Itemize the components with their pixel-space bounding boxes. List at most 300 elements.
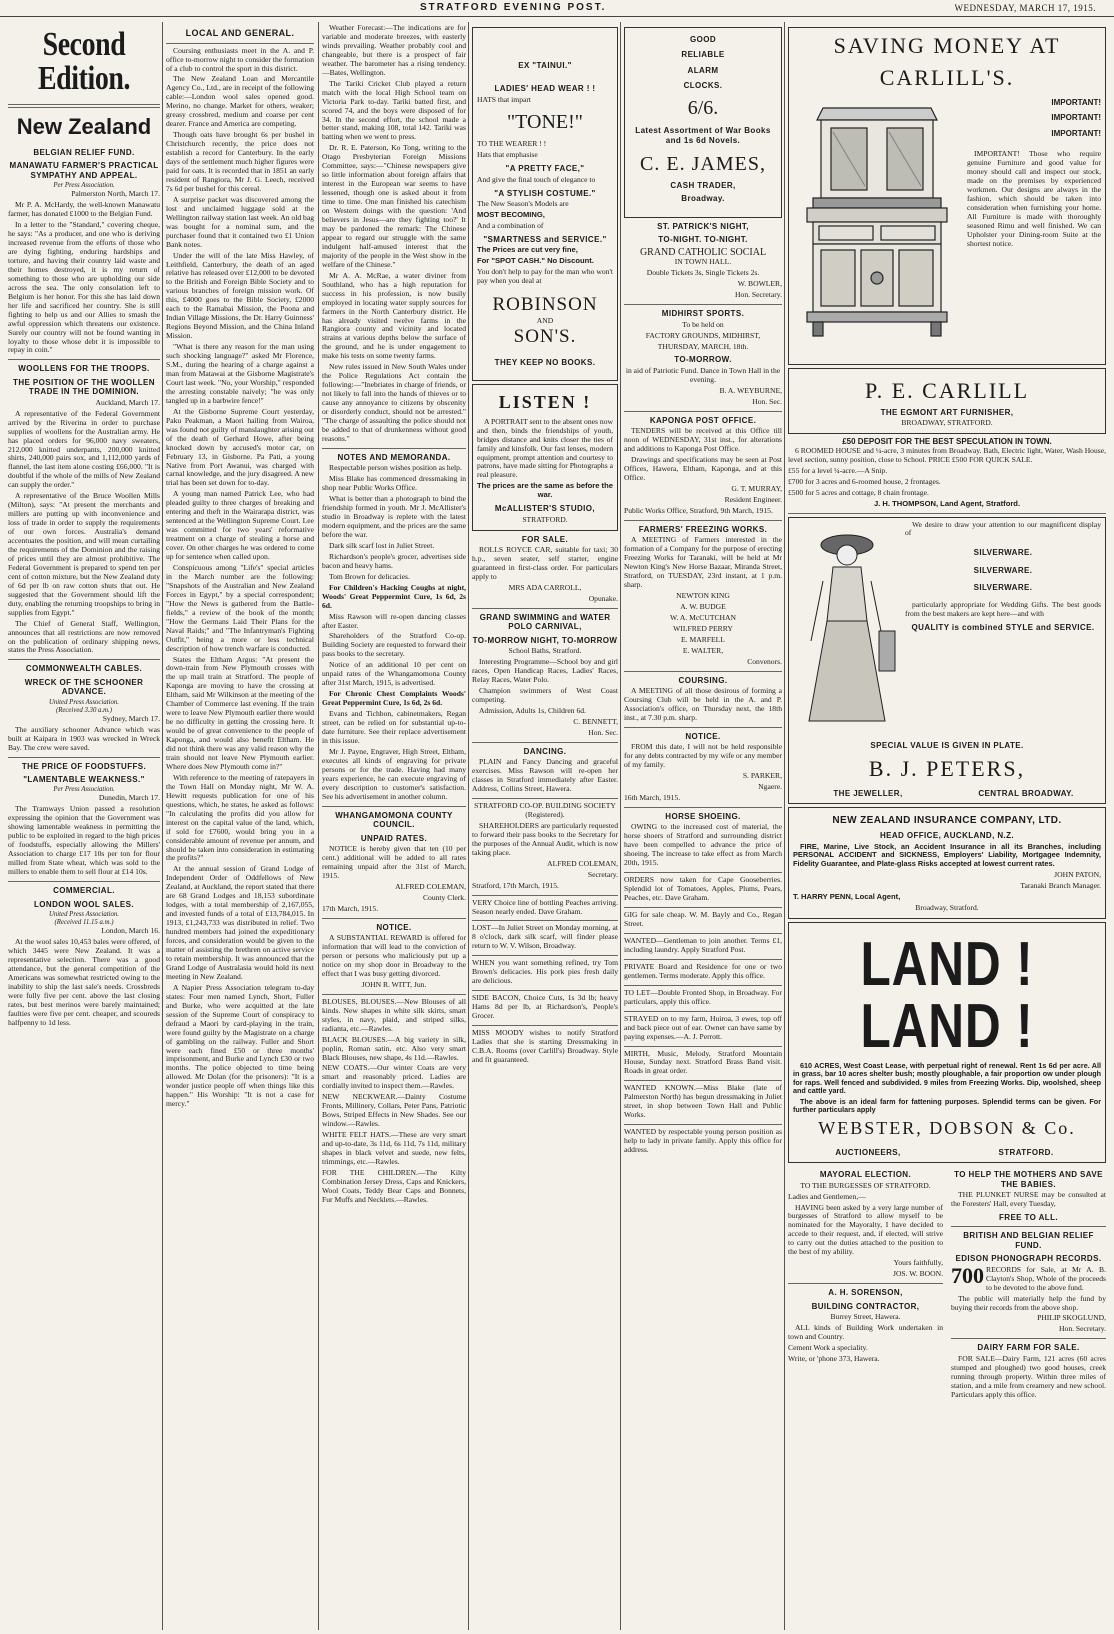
ad-line: JOHN PATON, [1054,869,1101,879]
article-paragraph: In a letter to the "Standard," covering cheque, he says: "As a producer, and one who is deriving increased revenue from the efforts of those who are dying fighting, enduring hardships and torture, and having their country laid waste and their homes destroyed, it is my return of something to those who are upholding our side across the sea. The only consolation left to Belgium is her honor. For this she has laid down her life and sacrificed her country. She is still fighting to help us and our Allies to smash the awful oppression which threatens our existence. Surely our country will not be found wanting in loyalty to those whose debt it is impossible to repay in coin." [8,220,160,355]
carlill-name-ad [788,368,1106,434]
article-paragraph: At the annual session of Grand Lodge of Independent Order of Oddfellows of New Zealand, at Auckland, the report stated that there are 68 Grand Lodges and 18,153 subordinate lodges, with a total membership of 2,167,055, and invested funds of a total of £13,784,015. In 1913, £1,243,733 was distributed in relief. Two hundred members had joined the expeditionary forces, and consideration would be given to the matter of assisting the brethren on active service to retain membership. It was announced that the Grand Lodge of Australasia would hold its next meeting in New Zealand. [166,864,314,981]
bottom-left-ads [788,1166,943,1401]
classified-ad: WANTED—Gentleman to join another. Terms £1, including laundry. Apply Stratford Post. [624,935,782,954]
ad-line: T. HARRY PENN, Local Agent, [793,891,901,901]
ad-line: PHILIP SKOGLUND, [1037,1313,1106,1323]
headline-wreck: WRECK OF THE SCHOONER ADVANCE. [24,677,144,697]
land-ad [788,922,1106,1164]
ad-line: E. WALTER, [682,645,724,655]
ad-line: IN TOWN HALL. [674,257,732,267]
divider [8,881,160,882]
price: 6/6. [687,96,719,119]
ad-line: To be held on [682,319,724,329]
ad-line: Taranaki Branch Manager. [1020,880,1101,890]
article-paragraph: Mr A. A. McRae, a water diviner from Southland, who has a high reputation for success in his profession, is now busily employed in locating water supply sources for farmers in the North Canterbury district. He has already visited twelve farms in the Rangiora county and vicinity and located strains at various depths below the surface of the ground, and he is under engagement to make his tests on some twenty farms. [322,270,466,361]
ad-line: Hon. Secretary. [1059,1324,1106,1334]
ad-line: Double Tickets 3s, Single Tickets 2s. [646,268,760,278]
records-count: 700 [951,1265,984,1288]
article-paragraph: Coursing enthusiasts meet in the A. and P. office to-morrow night to consider the formation of a club to control the sport in this district. [166,45,314,73]
classified-ad: PRIVATE Board and Residence for one or two gentlemen. Terms moderate. Apply this office. [624,961,782,980]
ad-line: Cement Work a speciality. [788,1342,868,1352]
ad-text: SHAREHOLDERS are particularly requested to forward their pass books to the Secretary for the purposes of the Annual Audit, which is now taking place. [472,820,618,857]
memo-item: For Chronic Chest Complaints Woods' Great Peppermint Cure, 1s 6d, 2s 6d. [322,689,466,708]
ad-line: SILVERWARE. [973,565,1033,575]
divider [624,1124,782,1125]
ad-line: BROADWAY, STRATFORD. [901,418,993,428]
ad-text: particularly appropriate for Wedding Gifts. The best goods from the best makers are kept here—and with [905,599,1101,618]
ad-text: A MEETING of Farmers interested in the formation of a Company for the purpose of erecting Freezing Works for Taranaki, will be held at Mr Newton King's New Horse Bazaar, Miranda Street, Stratford, on TUESDAY, 23rd instant, at 1 p.m. sharp. [624,535,782,589]
divider [322,806,466,807]
mcallister-ad [472,384,618,530]
memo-item: Mr J. Payne, Engraver, High Street, Eltham, executes all kinds of engraving for private persons or for the trade. Having had many years experience, he can execute engraving of every description to customer's satisfaction. See his advertisement in another column. [322,746,466,801]
carlill-ad [788,27,1106,365]
ad-text: We desire to draw your attention to our magnificent display of [905,519,1101,538]
article-paragraph: A representative of the Federal Government arrived by the Riverina in order to purchase supplies of woollens for the Australian army. He has placed orders for 96,000 navy sweaters, 212,000 knitted underpants, 200,000 knitted shirts, 240,000 pairs sox, and 1,112,000 yards of flannel, the last item alone costing £66,000. "It is doubtful if the whole of the mills of New Zealand can supply the order." [8,408,160,490]
ad-line: W. BOWLER, [737,279,782,289]
headline-manawatu: MANAWATU FARMER'S PRACTICAL SYMPATHY AND APPEAL. [9,161,159,180]
ad-line: RELIABLE [681,50,725,60]
divider [624,304,782,305]
ad-line: CASH TRADER, [670,180,736,190]
insurance-company: NEW ZEALAND INSURANCE COMPANY, LTD. [832,815,1062,827]
ad-line: For "SPOT CASH." No Discount. [477,256,594,266]
ad-text: FROM this date, I will not be held responsible for any debts contracted by my wife or any member of my family. [624,742,782,770]
peters-footer [793,785,1101,800]
byline: United Press Association. [48,698,120,706]
byline: United Press Association. [48,910,120,918]
ad-line: AND [536,315,554,325]
ad-line: GOOD [689,35,717,44]
divider [472,955,618,956]
ad-line: Ngaere. [758,782,782,792]
studio-name: McALLISTER'S STUDIO, [494,504,596,514]
divider [624,727,782,728]
memo-item: Richardson's people's grocer, advertises side bacon and heavy hams. [322,551,466,570]
divider [788,1283,943,1284]
classified-ad: WANTED by respectable young person position as help to lady in private family. Apply this office for address. [624,1127,782,1155]
divider [472,990,618,991]
column-rule [784,22,785,1630]
ad-sons: SON'S. [513,325,577,347]
ad-line: £500 for 5 acres and cottage, 8 chain frontage. [788,487,929,497]
ad-line: TO THE WEARER ! ! [477,139,547,149]
ad-line: G. T. MURRAY, [731,483,782,493]
dairy-heading: DAIRY FARM FOR SALE. [977,1343,1080,1353]
records-ad [951,1266,1106,1295]
ad-line: Secretary. [587,869,618,879]
ad-line: Broadway. [681,194,725,204]
ad-line: £55 for a level ¼-acre.—A Snip. [788,465,888,475]
ad-text: ALL kinds of Building Work undertaken in town and Country. [788,1322,943,1341]
notice-heading: NOTICE. [376,922,412,932]
ad-line: "A PRETTY FACE," [505,164,585,174]
notice-date: 17th March, 1915. [322,903,379,913]
ad-text: Drawings and specifications may be seen at Post Offices, Hawera, Eltham, Kaponga, and at this Office. [624,455,782,482]
divider [624,907,782,908]
ad-line: E. MARFELL [681,634,725,644]
ad-line: You don't help to pay for the man who won't pay when you deal at [477,267,613,286]
column-2 [166,24,314,1630]
ad-line: CLOCKS. [683,81,723,91]
byline: Per Press Association. [53,786,115,794]
ad-line: QUALITY is combined STYLE and SERVICE. [911,622,1095,632]
ad-line: £700 for 3 acres and 6-roomed house, 2 frontages. [788,476,941,486]
ad-line: Broadway, Stratford. [915,902,979,912]
headline-woollens: WOOLLENS FOR THE TROOPS. [18,364,150,374]
ad-text: PLAIN and Fancy Dancing and graceful exercises. Miss Rawson will re-open her classes in Stratford immediately after Easter. Address, Collins Street, Hawera. [472,757,618,794]
auctioneer-footer [793,1144,1101,1159]
dateline: Palmerston North, March 17. [71,189,160,199]
divider [624,1046,782,1047]
classified-ad: NEW COATS.—Our winter Coats are very smart and reasonably priced. Ladies are cordially invited to inspect them.—Rawles. [322,1063,466,1091]
classified-ad: STRAYED on to my farm, Huiroa, 3 ewes, top off and back piece out of ear. Owner can have same by paying expenses.—A. J. Perrott. [624,1013,782,1041]
trader-name: C. E. JAMES, [640,153,766,176]
ad-line: NEWTON KING [676,590,730,600]
column-rule [162,22,163,1630]
divider [166,43,314,44]
notice-text: NOTICE is hereby given that ten (10 per cent.) additional will be added to all rates remaining unpaid after the 31st of March, 1915. [322,843,466,880]
ad-line: Hon. Secretary. [735,290,782,300]
ad-line: School Baths, Stratford. [508,646,582,656]
ad-line: "A STYLISH COSTUME." [494,188,596,198]
listen-heading: LISTEN ! [498,392,592,413]
ad-line: ST. PATRICK'S NIGHT, [657,221,749,231]
issue-date: WEDNESDAY, MARCH 17, 1915. [954,3,1096,13]
divider [472,920,618,921]
horse-shoeing-heading: HORSE SHOEING. [665,811,741,821]
ad-line: Hon. Sec. [752,396,782,406]
divider [472,895,618,896]
divider [472,742,618,743]
ad-line: W. A. McCUTCHAN [670,612,736,622]
classified-ad: NEW NECKWEAR.—Dainty Costume Fronts, Millinery, Collars, Peter Pans, Patriotic Bows, Striped Effects in New Shades. See our window.—Rawles. [322,1092,466,1129]
freezing-heading: FARMERS' FREEZING WORKS. [638,524,768,534]
byline: Per Press Association. [53,182,115,190]
ad-line: BRITISH AND BELGIAN RELIEF FUND. [963,1231,1094,1250]
classified-ad: ORDERS now taken for Cape Gooseberries. Splendid lot of Tomatoes, Apples, Plums, Pears, Peaches, etc. Dave Graham. [624,875,782,903]
deposit-heading: £50 DEPOSIT FOR THE BEST SPECULATION IN TOWN. [842,437,1052,447]
ad-line: Hon. Sec. [588,727,618,737]
classified-ad: SIDE BACON, Choice Cuts, 1s 3d lb; heavy Hams 8d per lb, at Richardson's, People's Grocer. [472,993,618,1021]
important-label: IMPORTANT! [1051,97,1101,107]
ad-line: B. A. WEYBURNE, [719,385,782,395]
divider [624,1011,782,1012]
ad-line: JOS. W. BOON. [892,1269,943,1279]
article-paragraph: New rules issued in New South Wales under the Police Regulations Act contain the following:—"Inebriates in charge of friends, or not likely to fall into the hands of thieves or to cause any annoyance to citizens by obscenity or disorderly conduct, should not be arrested." "The charge of assaulting the police should not be added to that of drunkenness without good reasons." [322,362,466,443]
classified-ad: MISS MOODY wishes to notify Stratford Ladies that she is starting Dressmaking in C.B.A. Rooms (over Carlill's) Broadway. Style and fit guaranteed. [472,1028,618,1064]
ad-line: THURSDAY, MARCH, 18th. [657,341,749,351]
classified-ad: WANTED KNOWN.—Miss Blake (late of Palmerston North) has begun dressmaking in Juliet street, in shop between Town Hall and Public Works. [624,1083,782,1120]
classified-ad: VERY Choice line of bottling Peaches arriving. Season nearly ended. Dave Graham. [472,897,618,916]
divider [8,757,160,758]
ad-line: Burrey Street, Hawera. [830,1312,901,1321]
social-heading: GRAND CATHOLIC SOCIAL [639,246,767,258]
double-rule [8,104,160,108]
important-label: IMPORTANT! [1051,128,1101,138]
reward-notice: A SUBSTANTIAL REWARD is offered for information that will lead to the conviction of person or persons who maliciously put up a notice on my shop door in Broadway to the effect that I was busy getting divorced. [322,933,466,978]
divider [624,807,782,808]
plunket-heading: TO HELP THE MOTHERS AND SAVE THE BABIES. [954,1170,1103,1189]
article-paragraph: A representative of the Bruce Woollen Mills (Milton), says: "At present the merchants and millers are putting up with inconvenience and loss of trade in order to supply the requirements of our own forces. Australia's demand accentuates the position, and will mean curtailing the requirements of the Dominion and the raising of prices until they are almost prohibitive. The Federal Government is prepared to spend ten per cent of cotton mixture, but the New Zealand duty of 6d per lb on raw cotton shuts that out. He suggested that the Government should lift the duty, enabling the returning troopships to bring in supplies from Egypt." [8,491,160,617]
divider [472,798,618,799]
robinson-ad [472,27,618,381]
classified-ad: MIRTH, Music, Melody, Stratford Mountain House, Sunday next. Stratford Brass Band visit. Roads in great order. [624,1048,782,1076]
article-paragraph: A surprise packet was discovered among the lost and unclaimed luggage sold at the Wellington railway station last week. An old bag was bought for a nominal sum, and the purchaser found that it contained two £1 Union Bank notes. [166,194,314,249]
ad-line: STRATFORD. [522,514,568,524]
ad-text: Interesting Programme—School boy and girl races, Open Handicap Races, Ladies' Races, Relay Races, Water Polo. [472,657,618,684]
ad-text: THE PLUNKET NURSE may be consulted at the Foresters' Hall, every Tuesday, [951,1190,1106,1208]
ad-line: Public Works Office, Stratford, 9th March, 1915. [624,505,773,515]
ad-line: TO-NIGHT. TO-NIGHT. [658,235,748,245]
memo-item: Tom Brown for delicacies. [329,571,410,581]
dateline: Sydney, March 17. [102,713,160,723]
ad-line: A. W. BUDGE [680,601,726,611]
ad-line: Ladies and Gentlemen,— [788,1191,866,1201]
land-heading: LAND ! LAND ! [860,929,1034,1061]
mayoral-heading: MAYORAL ELECTION. [819,1170,912,1180]
divider [624,411,782,412]
ad-line: ALFRED COLEMAN, [547,858,618,868]
article-paragraph: "What is there any reason for the man using such shocking language?" asked Mr Florence, S.M., during the hearing of a charge against a man from Matawai at the Gisborne Magistrate's Court last week. "No, your Worship," responded the arresting constable naively; "he was only tangled up in a barbwire fence!" [166,342,314,405]
divider [951,1338,1106,1339]
important-label: IMPORTANT! [1051,113,1101,123]
ad-title: CARLILL'S. [879,65,1015,91]
classified-ad: BLOUSES, BLOUSES.—New Blouses of all kinds. New shapes in white silk skirts, smart styles, in navy, plaid, and striped silks, radianta, etc.—Rawles. [322,996,466,1033]
ad-line: AUCTIONEERS, [835,1147,901,1157]
received-time: (Received 11.15 a.m.) [54,918,114,926]
ad-line: 16th March, 1915. [624,793,681,803]
peters-ad [788,517,1106,805]
memo-item: For Children's Hacking Coughs at night, Woods' Great Peppermint Cure, 1s 6d, 2s 6d. [322,582,466,610]
ad-text: A PORTRAIT sent to the absent ones now and then, binds the friendships of youth, bridges distance and knits closer the ties of family and kinsfolk. Our fast lenses, modern equipment, prompt attention and courtesy to patrons, have made sitting for Photographs a real pleasure. [477,416,613,480]
classified-ad: GIG for sale cheap. W. M. Bayly and Co., Regan Street. [624,910,782,928]
column-4 [472,24,618,1630]
ad-line: TO THE BURGESSES OF STRATFORD. [800,1180,931,1190]
ad-line: "TONE!" [507,110,583,133]
article-paragraph: With reference to the meeting of ratepayers in the Town Hall on Monday night, Mr W. A. Hewitt requests publication for one of his questions, which, he states, he asked as follows: "In calculating the profits did you allow for interest on the capital value of the land, which, if sold for £7600, would bring you in a considerable amount of revenue per annum, and should be taken into consideration in estimating the profits?" [166,772,314,863]
ad-robinson: ROBINSON [492,294,598,316]
column-rule [620,22,621,1630]
divider [322,448,466,449]
ad-line: in aid of Patriotic Fund. Dance in Town Hall in the evening. [625,365,781,384]
dateline: Dunedin, March 17. [98,793,160,803]
headline-price: THE PRICE OF FOODSTUFFS. [21,761,147,771]
lady-illustration [793,521,899,731]
column-5 [624,24,782,1630]
ad-line: MOST BECOMING, [477,210,545,220]
jeweller-name: B. J. PETERS, [868,755,1026,781]
ad-line: Opunake. [588,593,618,603]
dateline: London, March 16. [101,925,160,935]
article-paragraph: The New Zealand Loan and Mercantile Agency Co., Ltd., are in receipt of the following cable:—London wool sales opened good. Merino, no change. Market for others, weaker; greasy crossbred, medium and coarse per cent dearer. France and America are competing. [166,74,314,129]
article-paragraph: The Chief of General Staff, Wellington, announces that all restrictions are now removed on the publication of ordinary shipping news, states the Press Association. [8,618,160,655]
ad-line: Latest Assortment of War Books and 1s 6d Novels. [635,126,771,145]
memo-item: What is better than a photograph to bind the friendship formed in youth. Mr J. McAllister's studio in Broadway is replete with the latest modern equipment, and the prices are the same before the war. [322,494,466,539]
masthead [0,0,1114,17]
ad-line: THE JEWELLER, [833,788,903,798]
headline-lamentable: "LAMENTABLE WEAKNESS." [23,775,145,785]
ad-line: Stratford, 17th March, 1915. [472,880,559,890]
ad-line: SPECIAL VALUE IS GIVEN IN PLATE. [870,740,1024,750]
signature-title: County Clerk. [422,892,466,902]
ad-line: EDISON PHONOGRAPH RECORDS. [955,1254,1102,1264]
insurance-ad [788,807,1106,918]
ad-text: IMPORTANT! Those who require genuine Furniture and good value for money should call and inspect our stock, made on the premises by experienced workmen. Our designs are always in the fashion, which should be taken into consideration when furnishing your home. All Furniture is made with thoroughly seasoned Rimu and well finished. We can Upholster your Dining-room Suite at the shortest notice. [967,149,1101,248]
ad-line: SILVERWARE. [973,583,1033,593]
ad-line: The Prices are cut very fine, [477,245,578,255]
for-sale-heading: FOR SALE. [521,534,569,544]
article-paragraph: The Tramways Union passed a resolution expressing the opinion that the Government was showing lamentable weakness in permitting the public to be exploited in regard to the high prices of foodstuffs, especially allowing the Millers' Association to charge £17 10s per ton for flour milled from State wheat, which was sold to the millers to enable them to sell flour at £14 10s. [8,804,160,877]
dancing-heading: DANCING. [523,746,567,756]
article-paragraph: Under the will of the late Miss Hawley, of Leithfield, Canterbury, the death of an aged relative has released over £12,000 to be devoted to the British and Foreign Bible Society and to various branches of foreign mission work. Of this, £4000 goes to the Bible Society, £2000 each to the Ramabai Mission, the Poona and Indian Village Missions, the Dr. Harry Guinness' Regions Beyond Mission, and the China Inland Mission. [166,250,314,341]
divider [624,933,782,934]
headline-wool-sales: LONDON WOOL SALES. [34,899,134,909]
ad-line: LADIES' HEAD WEAR ! ! [494,84,596,94]
ad-line: TO-MORROW NIGHT, TO-MORROW [472,635,618,645]
ad-text: OWING to the increased cost of material, the horse shoers of Stratford and surrounding district have been compelled to advance the price of shoeing. The increase to take effect as from March 20th, 1915. [624,822,782,868]
ad-line: STRATFORD. [998,1147,1054,1157]
ad-line: ALARM [687,65,719,75]
article-paragraph: A young man named Patrick Lee, who had pleaded guilty to three charges of breaking and entering and theft in the Wairarapa district, was sentenced at the Wellington Supreme Court. Lee was committed for two years' reformative treatment on a charge of stealing a horse and cover. On other charges he was ordered to come up for sentence when called upon. [166,489,314,562]
ad-title: SAVING MONEY AT [833,33,1061,58]
memo-item: Miss Blake has commenced dressmaking in shop near Public Works Office. [322,474,466,493]
sideboard-illustration [793,100,961,340]
ad-line: THEY KEEP NO BOOKS. [494,358,596,368]
whangamomona-heading: WHANGAMOMONA COUNTY COUNCIL. [335,810,453,830]
notice-heading: NOTICE. [685,731,721,741]
ad-line: Hats that emphasise [477,150,538,160]
divider [472,1025,618,1026]
ad-line: STRATFORD CO-OP. BUILDING SOCIETY (Registered). [474,800,616,819]
newspaper-title: STRATFORD EVENING POST. [420,2,607,13]
column-1 [8,24,160,1630]
ad-line: HATS that impart [477,94,531,104]
classified-ad: BLACK BLOUSES.—A big variety in silk, poplin, Roman satin, etc. Also very smart Black Blouses, new shape, 4s 11d.—Rawles. [322,1034,466,1062]
ad-line: WILFRED PERRY [673,623,733,633]
ad-line: SILVERWARE. [973,548,1033,558]
ad-line: FREE TO ALL. [998,1212,1059,1222]
ad-text: FIRE, Marine, Live Stock, an Accident Insurance in all its Branches, including PERSONAL ACCIDENT and SICKNESS, Employers' Liability, Mortgagee Indemnity, Fidelity Guarantee, and Plate-glass Risks accepted at lowest current rates. [793,841,1101,869]
ad-line: TO-MORROW. [674,355,732,365]
received-time: (Received 3.30 a.m.) [55,706,113,714]
article-paragraph: The auxiliary schooner Advance which was built at Kaipara in 1903 was wrecked in Wreck Bay. The crew were saved. [8,724,160,752]
unpaid-rates-heading: UNPAID RATES. [360,833,428,843]
ad-text: FOR SALE—Dairy Farm, 121 acres (60 acres stumped and ploughed) two good houses, creek running through property. Within three miles of station, and a mile from creamery and new school. Particulars apply this office. [951,1353,1106,1399]
ad-line: The New Season's Models are [477,199,569,209]
article-paragraph: At the wool sales 10,453 bales were offered, of which 3445 were New Zealand. It was a representative selection. There was a good attendance, but the general competition of the Americans was somewhat restricted owing to the inability to ship the last sale's needs. Crossbreds were fully five per cent. above the last closing rates, but best merinos were barely maintained; faulties were five per cent. cheaper, and scoureds halfpenny to 1d less. [8,936,160,1027]
second-edition-heading: Second Edition. [37,26,131,97]
classified-ad: WHITE FELT HATS.—These are very smart and up-to-date, 3s 11d, 6s 11d, 7s 11d, military shapes in black velvet and suede, new felts, trimmings, etc.—Rawles. [322,1130,466,1166]
headline-cables: COMMONWEALTH CABLES. [25,664,143,674]
divider [624,1080,782,1081]
divider [624,520,782,521]
divider [624,985,782,986]
column-3 [322,24,466,1630]
column-6 [788,24,1106,1630]
divider [624,959,782,960]
ad-line: THE EGMONT ART FURNISHER, [880,407,1014,417]
ad-text: TENDERS will be received at this Office till noon of WEDNESDAY, 31st inst., for alterations and additions to Kaponga Post Office. [624,426,782,454]
ad-line: MIDHIRST SPORTS. [661,309,745,319]
divider [624,671,782,672]
memo-item: Shareholders of the Stratford Co-op. Building Society are requested to forward their pass books to the secretary. [322,631,466,659]
ad-text: HAVING been asked by a very large number of burgesses of Stratford to allow myself to be nominated for the Mayoralty, I have decided to accede to their request, and, if elected, will strive to carry out the duties attached to the position to the best of my ability. [788,1202,943,1257]
ad-text: Admission, Adults 1s, Children 6d. [479,705,586,715]
ad-line: HEAD OFFICE, AUCKLAND, N.Z. [879,831,1015,841]
article-paragraph: Conspicuous among "Life's" special articles in the March number are the following: "Snapshots of the Australian and New Zealand Forces in Egypt," by a special correspondent; "How the News is gathered from the Battle-fields," a review of the book of the month; "How the Germans Laid Their Plans for the Naval Raids;" and "The Infantryman's Fighting Outfit," being a more or less technical description of how trench warfare is conducted. [166,562,314,653]
article-paragraph: A Napier Press Association telegram to-day states: Four men named Lynch, Short, Fuller and Burke, who were acquitted at the late session of the Supreme Court of conspiracy to defraud a Maori by card-playing in the train, were found guilty by the Magistrate on a charge of gambling on the railway. Fuller and Short were each fined £50 or three months' imprisonment, and Burke and Lynch £30 or two months. The police objected to time being allowed. Mr Dolan (for the prisoners): "It is a wonder justice people off when things like this happen." His Worship: "It is not a case for mercy." [166,982,314,1109]
divider [788,513,1106,514]
ad-line: And give the final touch of elegance to [477,174,596,184]
bottom-right-ads [951,1166,1106,1401]
divider [322,918,466,919]
headline-belgian: BELGIAN RELIEF FUND. [33,147,135,157]
ad-line: EX "TAINUI." [518,61,572,70]
column-rule [318,22,319,1630]
classified-ad: ROLLS ROYCE CAR, suitable for taxi; 30 h.p., seven seater, self starter, engine guaranteed in first-class order. For particulars apply to [472,545,618,581]
ad-text: RECORDS for Sale, at Mr A. B. Clayton's Shop, Whole of the proceeds to be devoted to the above fund. [986,1265,1106,1292]
article-paragraph: Weather Forecast:—The indications are for variable and moderate breezes, with easterly winds prevailing. Weather probably cool and changeable, but there is a prospect of fair weather. The barometer has a rising tendency.—Bates, Wellington. [322,24,466,77]
ad-line: Convenors. [747,656,782,666]
ad-line: Resident Engineer. [724,494,782,504]
divider [322,994,466,995]
article-paragraph: Though oats have brought 6s per bushel in Christchurch recently, the price does not establish a record for Canterbury. In the early days of the settlement much higher figures were paid for oats. It is recorded that in 1851 an early resident of Rangiora, Mr J. G. Leech, received 7s 6d per bushel for this cereal. [166,130,314,193]
signature: ALFRED COLEMAN, [395,881,466,891]
article-paragraph: Dr. R. E. Paterson, Ko Tong, writing to the Otago Presbyterian Foreign Missions Committee, says:—"Chinese newspapers give so little information about foreign affairs that interest in the European war seems to have lessened, though one is asked about it from time to time. One man finished his catechism on Western doings with the question: 'And believers in Jesus—are they fighting too?' It may be pardoned the remark: The Chinese appear to regard our struggle with the same indulgent half-amused interest that the majority of the people in the West show in the welfare of the Chinese." [322,143,466,269]
classified-ad: LOST—In Juliet Street on Monday morning, at 8 o'clock, dark silk scarf, will finder please return to W. V. Wilson, Broadway. [472,923,618,951]
classified-ad: FOR THE CHILDREN.—The Kilty Combination Jersey Dress, Caps and Knickers, Wool Coats, Teddy Bear Caps and Bonnets, Fur Muffs and Necklets.—Rawles. [322,1167,466,1204]
article-paragraph: At the Gisborne Supreme Court yesterday, Paku Peakman, a Maori hailing from Wairoa, was found not guilty of manslaughter arising out of the death of Gerhard Howe, after being knocked down by accused's motor car, on February 13, in Gisborne. Pa Pati, a young Native from Port Awanui, was charged with carnal knowledge, and the jury disagreed. A new trial has been set down for to-day. [166,406,314,488]
kaponga-heading: KAPONGA POST OFFICE. [649,415,757,425]
ad-text: 6 ROOMED HOUSE and ¼-acre, 3 minutes from Broadway. Bath, Electric light, Water, Wash House, level section, sunny position, close to School. PRICE £500 FOR QUICK SALE. [788,445,1106,464]
coursing-heading: COURSING. [678,675,728,685]
ad-line: MRS ADA CARROLL, [508,582,582,592]
ad-text: The above is an ideal farm for fattening purposes. Splendid terms can be given. For further particulars apply [793,1096,1101,1114]
swimming-heading: GRAND SWIMMING and WATER POLO CARNIVAL, [479,612,611,632]
ad-line: CENTRAL BROADWAY. [978,788,1074,798]
headline-local-general: LOCAL AND GENERAL. [185,28,295,38]
ad-line: J. H. THOMPSON, Land Agent, Stratford. [873,498,1021,508]
ad-line: Write, or 'phone 373, Hawera. [788,1353,880,1363]
headline-notes: NOTES AND MEMORANDA. [337,452,451,462]
divider [8,659,160,660]
article-paragraph: States the Eltham Argus: "At present the down-train from New Plymouth crosses with the up mail train at Stratford. The people of Kaponga are moving to have the crossing at Eltham, said Mr Wilkinson at the meeting of the Chamber of Commerce last evening. If the train were to leave New Plymouth earlier there would be no difficulty in getting the crossing here. It would be of great convenience to the people of Kaponga, and would also benefit Eltham. He did not think there was any valid reason why the train should not leave New Plymouth earlier. Where does New Plymouth come in?" [166,654,314,771]
article-paragraph: Mr P. A. McHardy, the well-known Manawatu farmer, has donated £1000 to the Belgian Fund. [8,200,160,219]
dateline: Auckland, March 17. [95,397,160,407]
headline-position: THE POSITION OF THE WOOLLEN TRADE IN THE DOMINION. [13,377,155,397]
ad-line: The prices are the same as before the war. [477,481,613,500]
ad-text: A MEETING of all those desirous of forming a Coursing Club will be held in the A. and P. Association's office, on Thursday next, the 18th inst., at 7.30 p.m. sharp. [624,686,782,722]
column-rule [468,22,469,1630]
divider [472,608,618,609]
memo-item: Dark silk scarf lost in Juliet Street. [329,540,435,550]
james-ad [624,27,782,218]
divider [624,872,782,873]
sorenson-name: A. H. SORENSON, [828,1288,903,1298]
classified-ad: TO LET—Double Fronted Shop, in Broadway. For particulars, apply this office. [624,987,782,1006]
memo-item: Respectable person wishes position as help. [329,463,462,473]
memo-item: Notice of an additional 10 per cent on unpaid rates of the Whangamomona County after 31st March, 1915, is advertised. [322,660,466,688]
ad-line: Yours faithfully, [893,1258,943,1268]
divider [951,1226,1106,1227]
ad-text: 610 ACRES, West Coast Lease, with perpetual right of renewal. Rent 1s 6d per acre. All in grass, bar 10 acres shelter bush; mostly ploughable, a fair proportion ow under plough for raps. Well fenced and subdivided. 9 miles from Freezing Works. Dip, woolshed, sheep and cattle yard. [793,1060,1101,1096]
new-zealand-heading: New Zealand [16,114,152,139]
firm-name: P. E. CARLILL [864,378,1030,403]
auctioneer-name: WEBSTER, DOBSON & Co. [818,1118,1076,1139]
headline-commercial: COMMERCIAL. [53,886,115,896]
divider [8,359,160,360]
